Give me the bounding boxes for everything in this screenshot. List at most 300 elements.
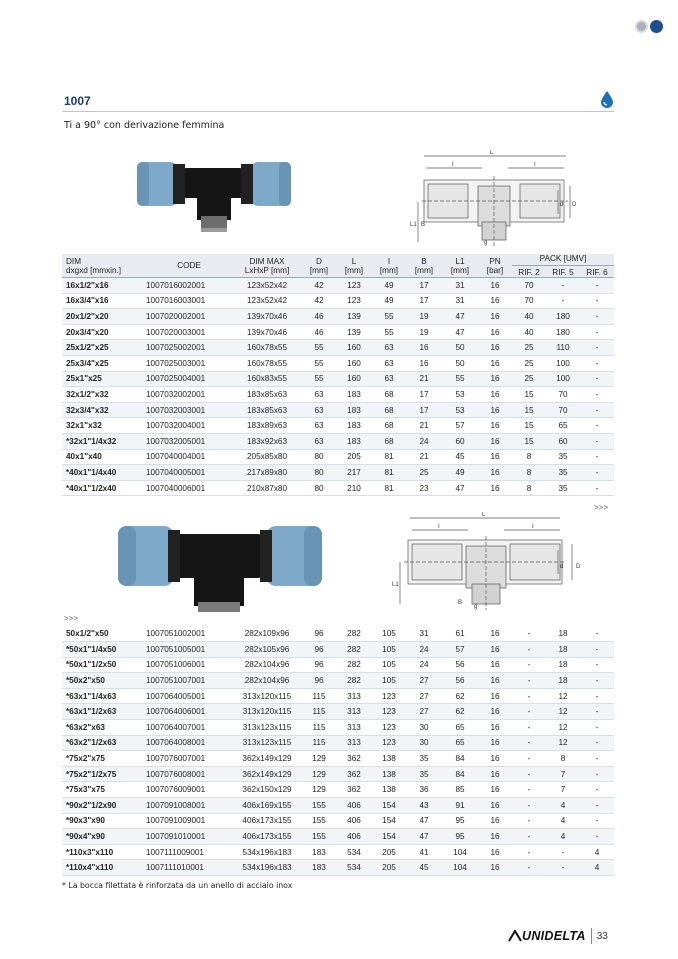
drawing-label-I-right: I — [534, 162, 536, 168]
table-cell: 81 — [372, 449, 406, 465]
table-cell: 81 — [372, 480, 406, 496]
table-cell: - — [512, 860, 546, 876]
table-2-body — [62, 626, 614, 876]
table-cell: 60 — [442, 433, 478, 449]
table-cell: 1007051006001 — [146, 657, 232, 673]
table-cell: 313x123x115 — [232, 720, 302, 736]
table-cell: 16 — [478, 371, 512, 387]
table-cell: 154 — [372, 829, 406, 845]
table-cell: 24 — [406, 657, 442, 673]
table-cell: 91 — [442, 798, 478, 814]
table-cell: - — [580, 657, 614, 673]
table-cell: - — [512, 657, 546, 673]
table-cell: 1007025004001 — [146, 371, 232, 387]
table-cell: 12 — [546, 735, 580, 751]
table-cell: 1007064008001 — [146, 735, 232, 751]
table-cell: 40x1"x40 — [62, 449, 146, 465]
table-cell: 68 — [372, 418, 406, 434]
tee-technical-drawing-large — [390, 512, 590, 612]
table-cell: 16 — [478, 751, 512, 767]
table-cell: 63 — [302, 387, 336, 403]
table-cell: 534 — [336, 860, 372, 876]
table-cell: 46 — [302, 324, 336, 340]
table-cell: 534x196x183 — [232, 844, 302, 860]
table-cell: 16 — [478, 735, 512, 751]
table-cell: 1007076008001 — [146, 766, 232, 782]
table-cell: 205 — [372, 844, 406, 860]
table-cell: 16 — [478, 402, 512, 418]
table-cell: 129 — [302, 751, 336, 767]
table-cell: 129 — [302, 782, 336, 798]
table-cell: 115 — [302, 688, 336, 704]
table-cell: 12 — [546, 688, 580, 704]
table-cell: 16 — [478, 387, 512, 403]
drawing-label-I-left: I — [452, 162, 454, 168]
table-cell: 63 — [372, 371, 406, 387]
table-row — [62, 433, 614, 449]
table-cell: 16 — [478, 704, 512, 720]
tee-technical-drawing-small — [408, 150, 580, 250]
table-cell: 32x3/4"x32 — [62, 402, 146, 418]
table-cell: - — [546, 278, 580, 294]
tee-fitting-photo-large — [116, 520, 326, 620]
table-cell: *75x2"x75 — [62, 751, 146, 767]
code-header: CODE — [146, 254, 232, 278]
table-cell: 21 — [406, 371, 442, 387]
table-cell: 31 — [442, 293, 478, 309]
table-cell: 205 — [372, 860, 406, 876]
table-cell: 16 — [478, 642, 512, 658]
drawing-label-B: B — [421, 222, 426, 228]
table-cell: 45 — [442, 449, 478, 465]
table-cell: 138 — [372, 751, 406, 767]
table-cell: 31 — [406, 626, 442, 642]
table-cell: 57 — [442, 418, 478, 434]
table-cell: 27 — [406, 704, 442, 720]
table-cell: 63 — [302, 418, 336, 434]
table-cell: 282x109x96 — [232, 626, 302, 642]
continue-mark-right: >>> — [594, 503, 609, 512]
table-cell: 63 — [372, 355, 406, 371]
table-cell: 19 — [406, 324, 442, 340]
table-cell: *32x1"1/4x32 — [62, 433, 146, 449]
table-cell: 406x173x155 — [232, 813, 302, 829]
table-cell: 17 — [406, 402, 442, 418]
table-cell: 95 — [442, 813, 478, 829]
table-cell: *63x1"1/2x63 — [62, 704, 146, 720]
table-cell: 36 — [406, 782, 442, 798]
table-cell: 1007016003001 — [146, 293, 232, 309]
table-row — [62, 735, 614, 751]
table-cell: 160x78x55 — [232, 355, 302, 371]
table-cell: 313x123x115 — [232, 735, 302, 751]
table-cell: 155 — [302, 829, 336, 845]
table-cell: *90x4"x90 — [62, 829, 146, 845]
table-cell: 96 — [302, 657, 336, 673]
table-cell: 15 — [512, 433, 546, 449]
table-cell: 95 — [442, 829, 478, 845]
table-cell: 35 — [406, 751, 442, 767]
table-cell: 217x89x80 — [232, 465, 302, 481]
table-cell: 96 — [302, 626, 336, 642]
table-cell: 81 — [372, 465, 406, 481]
table-cell: 183x85x63 — [232, 387, 302, 403]
drawing-label-d: d — [560, 202, 564, 208]
table-cell: - — [580, 704, 614, 720]
table-cell: 16 — [478, 293, 512, 309]
table-cell: 65 — [546, 418, 580, 434]
table-row — [62, 293, 614, 309]
table-cell: 139x70x46 — [232, 309, 302, 325]
table-cell: - — [580, 402, 614, 418]
table-cell: - — [512, 766, 546, 782]
table-cell: 180 — [546, 309, 580, 325]
table-cell: 1007032005001 — [146, 433, 232, 449]
table-cell: *50x1"1/2x50 — [62, 657, 146, 673]
table-row — [62, 324, 614, 340]
table-row — [62, 387, 614, 403]
table-cell: 282 — [336, 626, 372, 642]
table-cell: 282x104x96 — [232, 673, 302, 689]
table-cell: 80 — [302, 465, 336, 481]
table-cell: 20x3/4"x20 — [62, 324, 146, 340]
table-cell: 154 — [372, 798, 406, 814]
table-cell: 4 — [546, 829, 580, 845]
table-cell: 12 — [546, 704, 580, 720]
table-cell: 183 — [336, 418, 372, 434]
table-cell: 406x169x155 — [232, 798, 302, 814]
table-cell: 115 — [302, 704, 336, 720]
table-cell: 210x87x80 — [232, 480, 302, 496]
table-cell: 282 — [336, 642, 372, 658]
table-cell: 16 — [478, 860, 512, 876]
table-cell: - — [580, 673, 614, 689]
table-cell: 1007040006001 — [146, 480, 232, 496]
title-rule — [62, 111, 614, 112]
table-cell: 139 — [336, 324, 372, 340]
table-cell: 55 — [302, 371, 336, 387]
table-cell: 1007032002001 — [146, 387, 232, 403]
table-cell: 47 — [442, 324, 478, 340]
table-cell: 16 — [478, 782, 512, 798]
drawing-label-g: g — [484, 240, 488, 246]
table-row — [62, 278, 614, 294]
table-cell: 139x70x46 — [232, 324, 302, 340]
table-cell: 155 — [302, 813, 336, 829]
table-cell: 183 — [336, 402, 372, 418]
drawing2-label-L1: L1 — [392, 582, 399, 588]
table-1-body — [62, 254, 614, 496]
table-cell: 16 — [478, 340, 512, 356]
table-cell: 123 — [372, 735, 406, 751]
table-cell: 55 — [442, 371, 478, 387]
table-cell: *75x3"x75 — [62, 782, 146, 798]
table-cell: 4 — [546, 813, 580, 829]
table-cell: 16 — [478, 480, 512, 496]
table-cell: 43 — [406, 798, 442, 814]
table-cell: 105 — [372, 626, 406, 642]
table-cell: - — [580, 798, 614, 814]
table-cell: 104 — [442, 860, 478, 876]
table-row — [62, 371, 614, 387]
table-cell: - — [580, 293, 614, 309]
table-cell: 313 — [336, 720, 372, 736]
table-cell: 47 — [442, 309, 478, 325]
table-cell: 25x1/2"x25 — [62, 340, 146, 356]
table-cell: 1007091009001 — [146, 813, 232, 829]
table-cell: - — [580, 355, 614, 371]
table-cell: - — [580, 418, 614, 434]
table-cell: 16 — [478, 449, 512, 465]
table-cell: 16 — [478, 657, 512, 673]
table-cell: 18 — [546, 657, 580, 673]
table-cell: 35 — [406, 766, 442, 782]
pn-header: PN [bar] — [478, 254, 512, 278]
table-cell: 16 — [406, 340, 442, 356]
i-header: I [mm] — [372, 254, 406, 278]
table-cell: 123 — [372, 704, 406, 720]
table-cell: 406 — [336, 798, 372, 814]
table-cell: - — [580, 278, 614, 294]
table-cell: 18 — [546, 626, 580, 642]
table-cell: - — [546, 293, 580, 309]
table-row — [62, 766, 614, 782]
table-cell: 23 — [406, 480, 442, 496]
drawing2-label-d: d — [560, 564, 564, 570]
table-cell: 123 — [336, 293, 372, 309]
table-cell: 313x120x115 — [232, 704, 302, 720]
table-cell: 45 — [406, 860, 442, 876]
table-cell: 47 — [406, 813, 442, 829]
table-cell: - — [512, 751, 546, 767]
table-cell: 1007064006001 — [146, 704, 232, 720]
table-row — [62, 449, 614, 465]
table-cell: 30 — [406, 720, 442, 736]
table-cell: 25 — [406, 465, 442, 481]
product-code-title: 1007 — [64, 94, 91, 108]
drawing-label-L1: L1 — [410, 222, 417, 228]
table-cell: 16 — [478, 465, 512, 481]
page-corner-dots — [635, 20, 663, 33]
table-cell: 63 — [302, 402, 336, 418]
table-cell: 139 — [336, 309, 372, 325]
table-cell: *75x2"1/2x75 — [62, 766, 146, 782]
table-row — [62, 355, 614, 371]
table-cell: 20x1/2"x20 — [62, 309, 146, 325]
table-cell: 100 — [546, 355, 580, 371]
table-row — [62, 860, 614, 876]
table-row — [62, 657, 614, 673]
table-cell: 55 — [302, 340, 336, 356]
table-cell: 47 — [406, 829, 442, 845]
table-cell: *110x4"x110 — [62, 860, 146, 876]
table-cell: 96 — [302, 673, 336, 689]
table-cell: 282x104x96 — [232, 657, 302, 673]
table-cell: 183 — [336, 433, 372, 449]
table-cell: - — [580, 626, 614, 642]
page-number: 33 — [596, 930, 608, 942]
table-cell: 15 — [512, 418, 546, 434]
table-cell: 406 — [336, 829, 372, 845]
table-row — [62, 829, 614, 845]
blue-dot-icon — [650, 20, 663, 33]
table-cell: 27 — [406, 673, 442, 689]
table-cell: 362 — [336, 782, 372, 798]
table-cell: 84 — [442, 766, 478, 782]
table-cell: - — [580, 324, 614, 340]
table-cell: - — [512, 735, 546, 751]
table-cell: *90x3"x90 — [62, 813, 146, 829]
table-cell: 60 — [546, 433, 580, 449]
drawing2-label-B: B — [458, 600, 463, 606]
table-cell: 32x1/2"x32 — [62, 387, 146, 403]
table-cell: 362 — [336, 751, 372, 767]
table-cell: 25x1"x25 — [62, 371, 146, 387]
table-row — [62, 751, 614, 767]
table-cell: 362x149x129 — [232, 751, 302, 767]
table-cell: 65 — [442, 735, 478, 751]
table-cell: 47 — [442, 480, 478, 496]
table-cell: 70 — [546, 387, 580, 403]
table-cell: 1007032004001 — [146, 418, 232, 434]
table-cell: 30 — [406, 735, 442, 751]
table-cell: 1007111009001 — [146, 844, 232, 860]
table-cell: - — [512, 782, 546, 798]
table-cell: 8 — [512, 480, 546, 496]
table-cell: 16 — [478, 433, 512, 449]
table-cell: *63x1"1/4x63 — [62, 688, 146, 704]
table-cell: 105 — [372, 673, 406, 689]
table-cell: - — [580, 340, 614, 356]
table-cell: 16 — [478, 766, 512, 782]
table-header-row — [62, 254, 614, 278]
table-cell: 16 — [478, 278, 512, 294]
table-cell: *90x2"1/2x90 — [62, 798, 146, 814]
table-cell: 16 — [478, 813, 512, 829]
table-cell: - — [512, 673, 546, 689]
table-cell: 1007051002001 — [146, 626, 232, 642]
table-cell: 4 — [580, 860, 614, 876]
table-cell: - — [512, 704, 546, 720]
b-header: B [mm] — [406, 254, 442, 278]
drawing2-label-I-right: I — [532, 524, 534, 530]
table-cell: *110x3"x110 — [62, 844, 146, 860]
table-cell: 16 — [478, 309, 512, 325]
table-cell: - — [580, 449, 614, 465]
table-row — [62, 626, 614, 642]
table-cell: 155 — [302, 798, 336, 814]
table-cell: 1007020002001 — [146, 309, 232, 325]
table-cell: 534 — [336, 844, 372, 860]
table-cell: 42 — [302, 278, 336, 294]
table-cell: - — [580, 309, 614, 325]
table-cell: - — [512, 642, 546, 658]
table-cell: 57 — [442, 642, 478, 658]
table-cell: - — [580, 688, 614, 704]
table-cell: 406 — [336, 813, 372, 829]
table-cell: 217 — [336, 465, 372, 481]
water-drop-icon — [600, 90, 614, 108]
table-cell: 16 — [478, 688, 512, 704]
table-cell: 41 — [406, 844, 442, 860]
table-cell: 154 — [372, 813, 406, 829]
table-cell: 63 — [302, 433, 336, 449]
table-cell: 25 — [512, 371, 546, 387]
table-cell: *63x2"x63 — [62, 720, 146, 736]
drawing-label-D: D — [572, 202, 577, 208]
table-cell: 68 — [372, 387, 406, 403]
table-cell: 21 — [406, 449, 442, 465]
pack-header: PACK [UMV] RIF. 2 RIF. 5 RIF. 6 — [512, 254, 614, 278]
table-cell: 27 — [406, 688, 442, 704]
table-cell: *50x1"1/4x50 — [62, 642, 146, 658]
table-cell: 1007076007001 — [146, 751, 232, 767]
table-cell: 7 — [546, 766, 580, 782]
table-cell: 4 — [580, 844, 614, 860]
table-cell: 282 — [336, 673, 372, 689]
table-cell: 534x196x183 — [232, 860, 302, 876]
table-cell: 115 — [302, 720, 336, 736]
table-cell: - — [512, 688, 546, 704]
table-cell: 1007025003001 — [146, 355, 232, 371]
table-cell: 42 — [302, 293, 336, 309]
table-cell: - — [580, 766, 614, 782]
continue-mark-left: >>> — [64, 614, 79, 623]
table-cell: 1007051005001 — [146, 642, 232, 658]
table-cell: 55 — [302, 355, 336, 371]
table-cell: 129 — [302, 766, 336, 782]
table-row — [62, 720, 614, 736]
table-cell: 49 — [372, 293, 406, 309]
table-cell: 63 — [372, 340, 406, 356]
grey-dot-icon — [635, 20, 648, 33]
table-cell: 62 — [442, 688, 478, 704]
table-cell: 313 — [336, 704, 372, 720]
table-cell: 138 — [372, 782, 406, 798]
table-row — [62, 688, 614, 704]
table-cell: - — [580, 387, 614, 403]
table-cell: 35 — [546, 480, 580, 496]
table-cell: 16 — [478, 720, 512, 736]
table-cell: 15 — [512, 402, 546, 418]
table-cell: 8 — [512, 465, 546, 481]
table-cell: 25 — [512, 355, 546, 371]
table-row — [62, 673, 614, 689]
table-cell: 362x149x129 — [232, 766, 302, 782]
table-cell: 105 — [372, 642, 406, 658]
drawing-label-L: L — [490, 150, 494, 156]
drawing2-label-g: g — [474, 604, 478, 610]
table-cell: - — [580, 433, 614, 449]
table-row — [62, 309, 614, 325]
table-cell: 205 — [336, 449, 372, 465]
table-cell: 183 — [336, 387, 372, 403]
drawing2-label-I-left: I — [438, 524, 440, 530]
table-cell: 62 — [442, 704, 478, 720]
table-cell: 205x85x80 — [232, 449, 302, 465]
table-cell: 1007076009001 — [146, 782, 232, 798]
table-cell: 123 — [372, 688, 406, 704]
l-header: L [mm] — [336, 254, 372, 278]
table-cell: 16 — [406, 355, 442, 371]
table-row — [62, 402, 614, 418]
table-row — [62, 704, 614, 720]
table-cell: 7 — [546, 782, 580, 798]
table-cell: 362x150x129 — [232, 782, 302, 798]
table-cell: 183 — [302, 860, 336, 876]
table-cell: 16x3/4"x16 — [62, 293, 146, 309]
table-cell: 32x1"x32 — [62, 418, 146, 434]
